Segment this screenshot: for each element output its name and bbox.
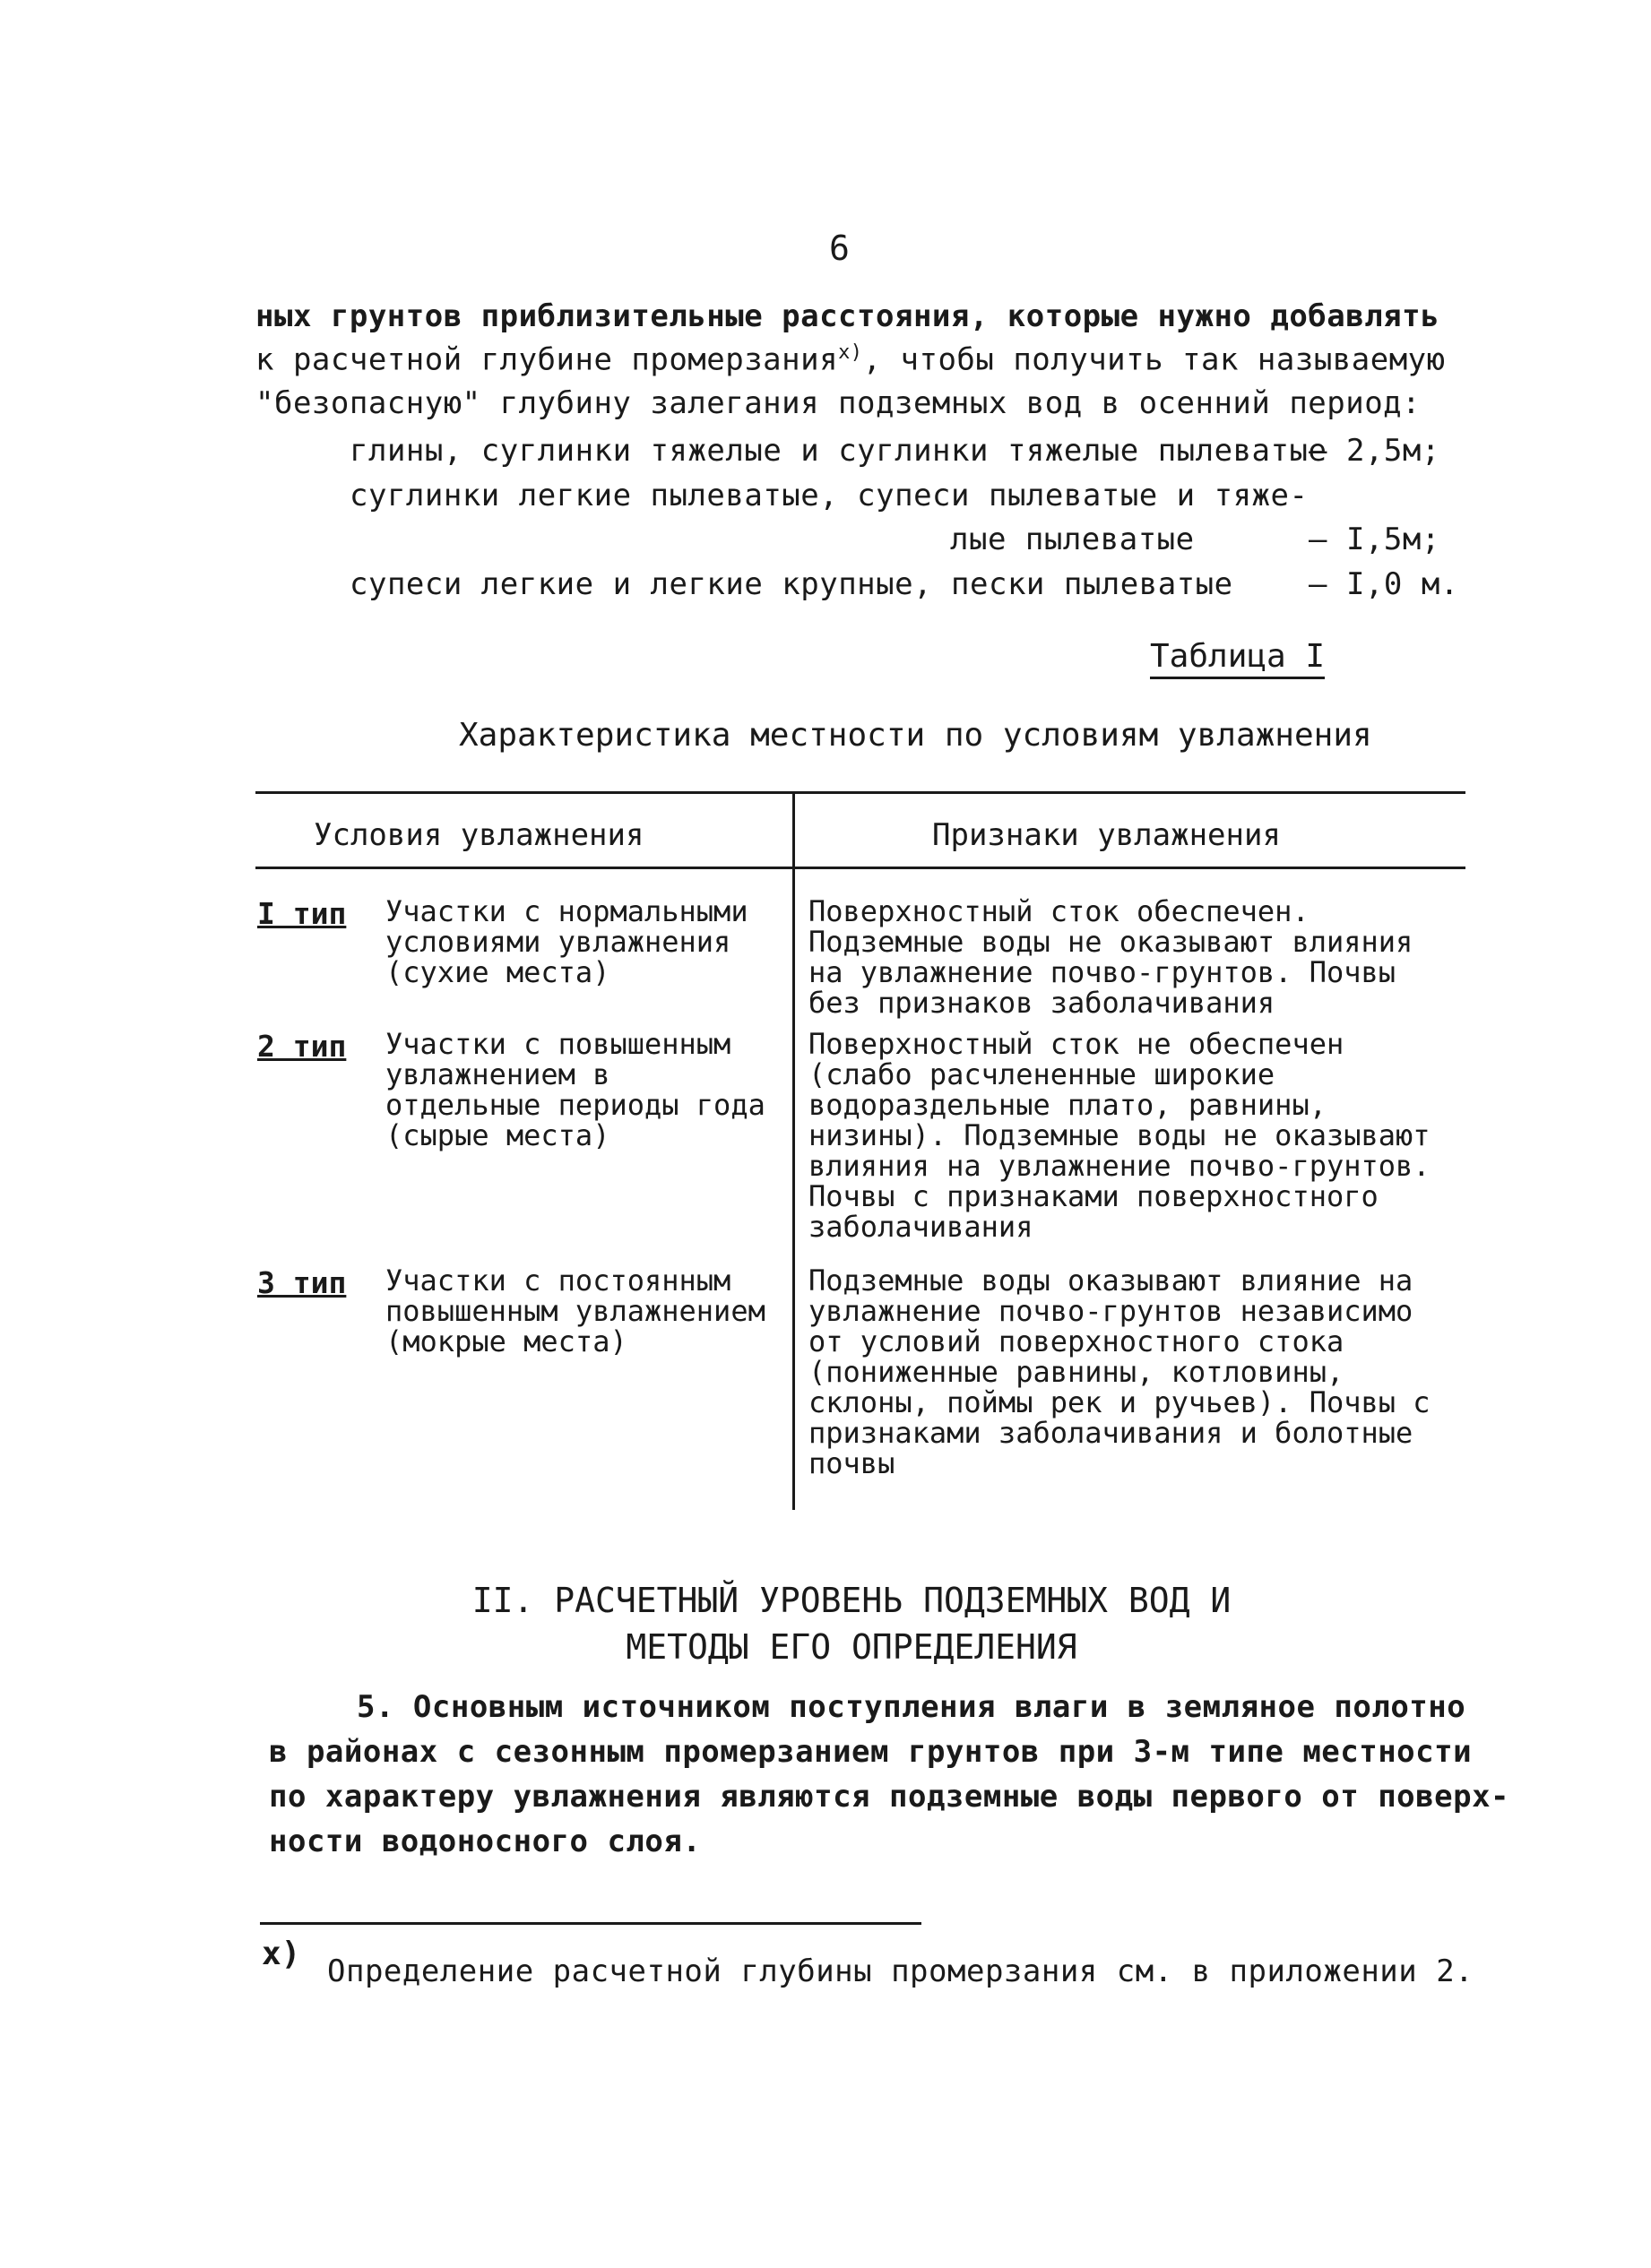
soil-item-4: супеси легкие и легкие крупные, пески пылеватые [350, 566, 1233, 602]
intro-line-1: ных грунтов приблизительные расстояния, которые нужно добавлять [255, 298, 1440, 334]
intro-line-3: "безопасную" глубину залегания подземных вод в осенний период: [255, 385, 1422, 421]
paragraph-5-line-3: по характеру увлажнения являются подземные воды первого от поверх- [269, 1779, 1510, 1815]
row-3-type: 3 тип [257, 1265, 347, 1300]
section-title [403, 1577, 1300, 1670]
row-2-condition: Участки с повышенным увлажнением в отдельные периоды года (сырые места) [385, 1027, 765, 1152]
soil-item-2: суглинки легкие пылеватые, супеси пылеватые и тяже- [350, 478, 1309, 513]
footnote-text: Определение расчетной глубины промерзания см. в приложении 2. [327, 1953, 1474, 1989]
footnote-rule [260, 1922, 921, 1925]
row-1-type: I тип [257, 896, 347, 931]
paragraph-5-line-2: в районах с сезонным промерзанием грунтов при 3-м типе местности [269, 1734, 1473, 1770]
table-top-rule [255, 791, 1465, 794]
intro-line-2 [255, 341, 1446, 377]
row-2-signs: Поверхностный сток не обеспечен (слабо расчлененные широкие водораздельные плато, равнины, низины). Подземные воды не оказывают влияния на увлажнение почво-грунтов. Почвы с признаками поверхностного заболачивания [808, 1027, 1431, 1244]
header-signs: Признаки увлажнения [932, 817, 1281, 853]
footnote-mark: x) [262, 1936, 301, 1972]
intro-line-2-end: , чтобы получить так называемую [862, 341, 1446, 378]
header-conditions: Условия увлажнения [314, 817, 644, 853]
table-caption: Характеристика местности по условиям увлажнения [459, 717, 1372, 754]
table-column-divider [792, 793, 795, 1510]
paragraph-5-line-4: ности водоносного слоя. [269, 1824, 702, 1859]
soil-value-1: – 2,5м; [1309, 433, 1440, 469]
row-3-signs: Подземные воды оказывают влияние на увлажнение почво-грунтов независимо от условий поверхностного стока (пониженные равнины, котловины, склоны, поймы рек и ручьев). Почвы с признаками заболачивания и болотные почвы [808, 1263, 1431, 1480]
soil-value-4: – I,0 м. [1309, 566, 1459, 602]
soil-item-3: лые пылеватые [950, 522, 1195, 557]
paragraph-5-line-1: 5. Основным источником поступления влаги в земляное полотно [357, 1689, 1466, 1725]
table-label: Таблица I [1150, 638, 1325, 679]
table-header-rule [255, 867, 1465, 869]
section-title-line-1: II. РАСЧЕТНЫЙ УРОВЕНЬ ПОДЗЕМНЫХ ВОД И [471, 1581, 1232, 1620]
row-2-type: 2 тип [257, 1029, 347, 1064]
row-1-condition: Участки с нормальными условиями увлажнения (сухие места) [385, 894, 748, 989]
footnote-ref: x) [838, 341, 863, 364]
section-title-line-2: МЕТОДЫ ЕГО ОПРЕДЕЛЕНИЯ [626, 1627, 1077, 1667]
soil-value-3: – I,5м; [1309, 522, 1440, 557]
intro-line-2-start: к расчетной глубине промерзания [255, 341, 839, 378]
soil-item-1: глины, суглинки тяжелые и суглинки тяжелые пылеватые [350, 433, 1327, 469]
row-1-signs: Поверхностный сток обеспечен. Подземные воды не оказывают влияния на увлажнение почво-грунтов. Почвы без признаков заболачивания [808, 894, 1413, 1020]
row-3-condition: Участки с постоянным повышенным увлажнением (мокрые места) [385, 1263, 765, 1358]
page-number: 6 [829, 229, 850, 268]
